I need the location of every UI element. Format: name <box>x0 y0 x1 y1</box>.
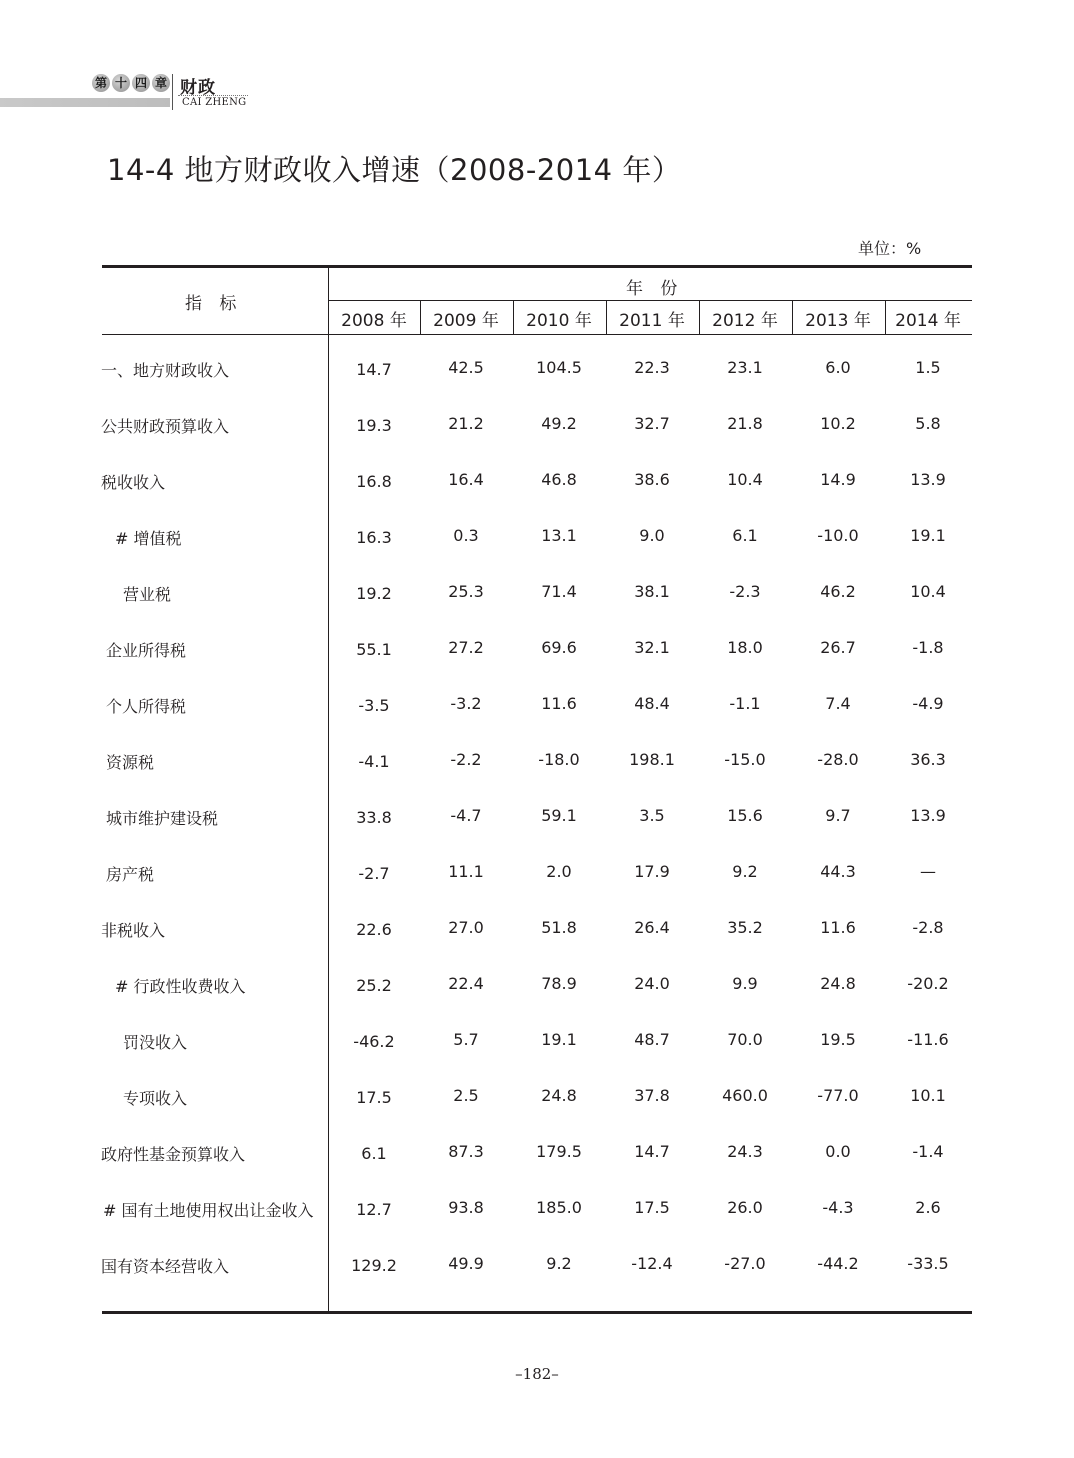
table-bottom-rule <box>102 1311 972 1314</box>
table-cell: 32.7 <box>634 414 670 433</box>
table-cell: 22.3 <box>634 358 670 377</box>
table-row <box>0 918 1074 948</box>
table-top-rule <box>102 265 972 268</box>
table-cell: -2.2 <box>450 750 482 769</box>
table-row <box>0 1030 1074 1060</box>
table-cell: 9.2 <box>732 862 758 881</box>
table-cell: 71.4 <box>541 582 577 601</box>
table-cell: 51.8 <box>541 918 577 937</box>
table-cell: -11.6 <box>907 1030 949 1049</box>
table-cell: 35.2 <box>727 918 763 937</box>
table-cell: 185.0 <box>536 1198 582 1217</box>
table-cell: -12.4 <box>631 1254 673 1273</box>
table-cell: 46.8 <box>541 470 577 489</box>
table-cell: 9.2 <box>546 1254 572 1273</box>
table-cell: 6.0 <box>825 358 851 377</box>
row-label: 税收收入 <box>101 473 166 492</box>
chapter-char: 第 <box>92 74 110 92</box>
table-cell: 2.6 <box>915 1198 941 1217</box>
table-cell: 70.0 <box>727 1030 763 1049</box>
table-cell: 93.8 <box>448 1198 484 1217</box>
table-cell: 15.6 <box>727 806 763 825</box>
row-label: # 国有土地使用权出让金收入 <box>103 1201 314 1220</box>
table-cell: 7.4 <box>825 694 851 713</box>
table-row <box>0 694 1074 724</box>
page-number: –182– <box>515 1365 559 1383</box>
row-label: 专项收入 <box>123 1089 188 1108</box>
table-cell: -10.0 <box>817 526 859 545</box>
table-cell: 48.7 <box>634 1030 670 1049</box>
table-cell: -1.1 <box>729 694 761 713</box>
page-title: 14-4 地方财政收入增速（2008-2014 年） <box>107 153 682 187</box>
table-cell: 2.0 <box>546 862 572 881</box>
table-cell: 3.5 <box>639 806 665 825</box>
table-cell: -3.2 <box>450 694 482 713</box>
table-cell: 13.1 <box>541 526 577 545</box>
table-cell: 46.2 <box>820 582 856 601</box>
table-cell: 14.9 <box>820 470 856 489</box>
table-cell: — <box>920 862 936 881</box>
table-row <box>0 1198 1074 1228</box>
table-cell: 16.3 <box>356 528 392 547</box>
table-cell: 59.1 <box>541 806 577 825</box>
table-row <box>0 1142 1074 1172</box>
table-cell: 69.6 <box>541 638 577 657</box>
table-cell: -27.0 <box>724 1254 766 1273</box>
year-group-rule <box>328 300 972 301</box>
row-label: # 行政性收费收入 <box>115 977 246 996</box>
table-row <box>0 862 1074 892</box>
row-label: # 增值税 <box>115 529 182 548</box>
table-cell: -4.9 <box>912 694 944 713</box>
year-header: 2013 年 <box>805 311 871 331</box>
table-cell: -2.7 <box>358 864 390 883</box>
row-label: 资源税 <box>106 753 155 772</box>
table-row <box>0 414 1074 444</box>
row-header: 指 标 <box>185 294 243 314</box>
table-cell: 38.6 <box>634 470 670 489</box>
section-title-en: CAI ZHENG <box>182 97 247 108</box>
table-cell: 129.2 <box>351 1256 397 1275</box>
table-cell: 9.9 <box>732 974 758 993</box>
table-cell: 25.2 <box>356 976 392 995</box>
table-cell: 23.1 <box>727 358 763 377</box>
year-header: 2011 年 <box>619 311 685 331</box>
table-row <box>0 526 1074 556</box>
table-cell: 26.4 <box>634 918 670 937</box>
year-header: 2014 年 <box>895 311 961 331</box>
table-cell: 5.7 <box>453 1030 479 1049</box>
table-cell: 6.1 <box>361 1144 387 1163</box>
header-separator <box>172 74 173 110</box>
table-cell: 24.0 <box>634 974 670 993</box>
table-row <box>0 1086 1074 1116</box>
row-label: 企业所得税 <box>106 641 187 660</box>
table-cell: 22.4 <box>448 974 484 993</box>
table-cell: 10.4 <box>727 470 763 489</box>
table-cell: 10.4 <box>910 582 946 601</box>
table-cell: 12.7 <box>356 1200 392 1219</box>
row-label: 非税收入 <box>101 921 166 940</box>
row-label: 政府性基金预算收入 <box>101 1145 246 1164</box>
table-cell: 19.3 <box>356 416 392 435</box>
table-cell: 49.9 <box>448 1254 484 1273</box>
year-header: 2012 年 <box>712 311 778 331</box>
table-cell: 27.0 <box>448 918 484 937</box>
table-cell: 48.4 <box>634 694 670 713</box>
chapter-badge <box>92 74 170 92</box>
table-cell: 25.3 <box>448 582 484 601</box>
table-cell: 9.7 <box>825 806 851 825</box>
table-cell: 16.8 <box>356 472 392 491</box>
row-label: 营业税 <box>123 585 172 604</box>
table-cell: 87.3 <box>448 1142 484 1161</box>
table-cell: 460.0 <box>722 1086 768 1105</box>
chapter-char: 四 <box>132 74 150 92</box>
unit-label: 单位：% <box>858 239 922 258</box>
table-cell: 9.0 <box>639 526 665 545</box>
year-header: 2010 年 <box>526 311 592 331</box>
table-cell: -4.3 <box>822 1198 854 1217</box>
table-cell: 21.8 <box>727 414 763 433</box>
table-cell: 19.1 <box>541 1030 577 1049</box>
table-cell: -44.2 <box>817 1254 859 1273</box>
table-cell: 17.5 <box>634 1198 670 1217</box>
row-label: 国有资本经营收入 <box>101 1257 230 1276</box>
table-cell: 24.3 <box>727 1142 763 1161</box>
table-cell: 10.2 <box>820 414 856 433</box>
table-cell: 21.2 <box>448 414 484 433</box>
table-cell: 36.3 <box>910 750 946 769</box>
table-cell: 49.2 <box>541 414 577 433</box>
table-cell: -15.0 <box>724 750 766 769</box>
table-cell: 2.5 <box>453 1086 479 1105</box>
table-cell: 19.1 <box>910 526 946 545</box>
row-label: 房产税 <box>106 865 155 884</box>
table-cell: 26.7 <box>820 638 856 657</box>
table-row <box>0 974 1074 1004</box>
year-group-header: 年 份 <box>626 279 684 299</box>
table-cell: -1.4 <box>912 1142 944 1161</box>
table-row <box>0 750 1074 780</box>
table-cell: 78.9 <box>541 974 577 993</box>
table-cell: 17.9 <box>634 862 670 881</box>
table-cell: 11.6 <box>820 918 856 937</box>
table-cell: -4.7 <box>450 806 482 825</box>
table-cell: 14.7 <box>356 360 392 379</box>
table-cell: 18.0 <box>727 638 763 657</box>
row-label: 公共财政预算收入 <box>101 417 230 436</box>
table-cell: -2.3 <box>729 582 761 601</box>
table-row <box>0 582 1074 612</box>
table-cell: 11.6 <box>541 694 577 713</box>
table-cell: 179.5 <box>536 1142 582 1161</box>
table-cell: 19.2 <box>356 584 392 603</box>
table-cell: 198.1 <box>629 750 675 769</box>
table-cell: 13.9 <box>910 470 946 489</box>
chapter-char: 十 <box>112 74 130 92</box>
table-cell: -28.0 <box>817 750 859 769</box>
table-cell: -2.8 <box>912 918 944 937</box>
table-cell: 37.8 <box>634 1086 670 1105</box>
header-bar <box>0 98 170 107</box>
table-cell: 104.5 <box>536 358 582 377</box>
table-cell: 32.1 <box>634 638 670 657</box>
table-cell: 55.1 <box>356 640 392 659</box>
table-cell: -4.1 <box>358 752 390 771</box>
table-cell: 1.5 <box>915 358 941 377</box>
table-cell: 33.8 <box>356 808 392 827</box>
table-row <box>0 358 1074 388</box>
table-cell: 5.8 <box>915 414 941 433</box>
year-header: 2009 年 <box>433 311 499 331</box>
table-cell: 26.0 <box>727 1198 763 1217</box>
table-cell: 0.0 <box>825 1142 851 1161</box>
table-cell: 17.5 <box>356 1088 392 1107</box>
year-header: 2008 年 <box>341 311 407 331</box>
table-cell: -46.2 <box>353 1032 395 1051</box>
table-cell: 16.4 <box>448 470 484 489</box>
table-cell: 0.3 <box>453 526 479 545</box>
table-cell: -20.2 <box>907 974 949 993</box>
row-label: 一、地方财政收入 <box>101 361 230 380</box>
table-cell: -18.0 <box>538 750 580 769</box>
table-cell: -3.5 <box>358 696 390 715</box>
table-cell: 24.8 <box>541 1086 577 1105</box>
section-title-cn: 财政 <box>180 78 216 98</box>
table-head-rule <box>102 334 972 335</box>
table-cell: 6.1 <box>732 526 758 545</box>
table-cell: 42.5 <box>448 358 484 377</box>
table-cell: -77.0 <box>817 1086 859 1105</box>
table-cell: -1.8 <box>912 638 944 657</box>
row-label: 城市维护建设税 <box>106 809 219 828</box>
row-label: 罚没收入 <box>123 1033 188 1052</box>
table-cell: 24.8 <box>820 974 856 993</box>
table-row <box>0 638 1074 668</box>
table-cell: 22.6 <box>356 920 392 939</box>
table-cell: 44.3 <box>820 862 856 881</box>
table-row <box>0 1254 1074 1284</box>
table-cell: 19.5 <box>820 1030 856 1049</box>
table-cell: 13.9 <box>910 806 946 825</box>
header-dotted-rule <box>178 95 248 96</box>
table-cell: 38.1 <box>634 582 670 601</box>
table-cell: 14.7 <box>634 1142 670 1161</box>
table-row <box>0 470 1074 500</box>
table-cell: 27.2 <box>448 638 484 657</box>
chapter-char: 章 <box>152 74 170 92</box>
table-row <box>0 806 1074 836</box>
table-cell: 10.1 <box>910 1086 946 1105</box>
table-cell: 11.1 <box>448 862 484 881</box>
row-label: 个人所得税 <box>106 697 187 716</box>
table-cell: -33.5 <box>907 1254 949 1273</box>
